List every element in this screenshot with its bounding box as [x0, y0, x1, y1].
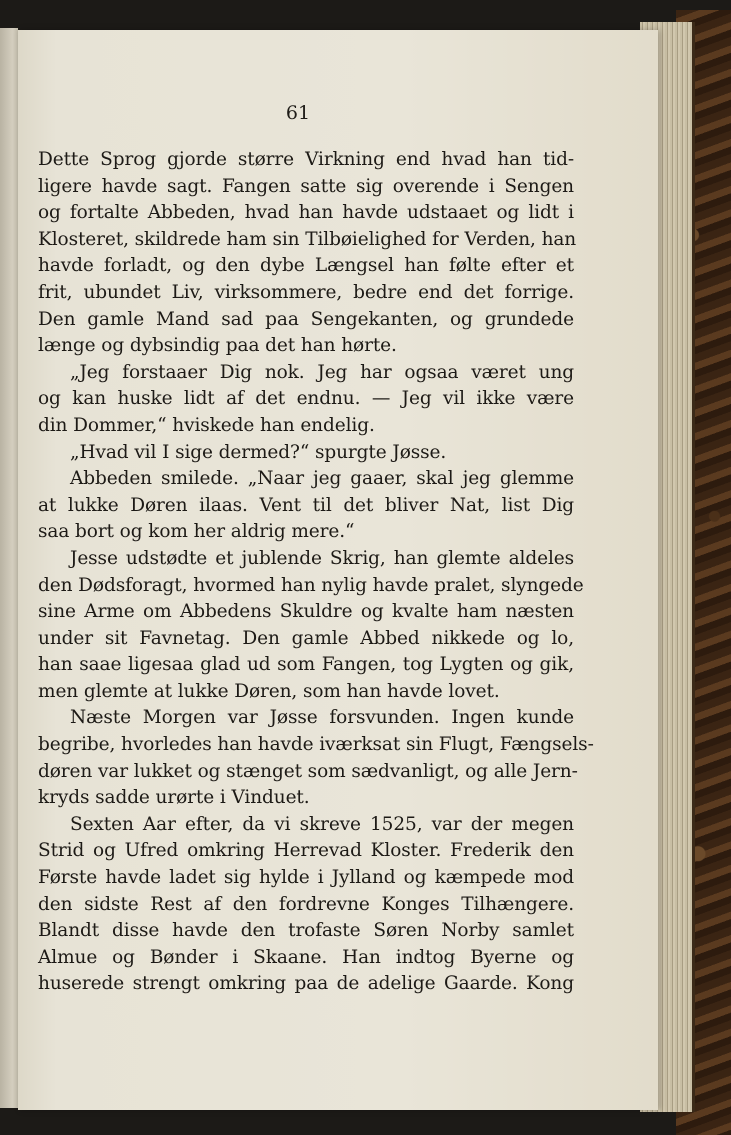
book-page — [18, 30, 658, 1110]
page-number: 61 — [285, 102, 311, 124]
text-line: Næste Morgen var Jøsse forsvunden. Ingen kunde — [70, 707, 574, 729]
text-line: Abbeden smilede. „Naar jeg gaaer, skal jeg glemme — [70, 468, 574, 490]
text-line: at lukke Døren ilaas. Vent til det bliver Nat, list Dig — [38, 494, 574, 516]
text-line: under sit Favnetag. Den gamle Abbed nikkede og lo, — [38, 627, 574, 649]
text-line: døren var lukket og stænget som sædvanligt, og alle Jern- — [38, 760, 578, 782]
text-line: „Hvad vil I sige dermed?“ spurgte Jøsse. — [70, 441, 447, 463]
text-line: længe og dybsindig paa det han hørte. — [38, 335, 397, 357]
text-line: og fortalte Abbeden, hvad han havde udstaaet og lidt i — [38, 202, 574, 224]
text-line: kryds sadde urørte i Vinduet. — [38, 787, 310, 809]
text-line: ligere havde sagt. Fangen satte sig overende i Sengen — [38, 175, 574, 197]
text-line: Almue og Bønder i Skaane. Han indtog Byerne og — [38, 946, 574, 968]
text-line: Blandt disse havde den trofaste Søren Norby samlet — [38, 920, 574, 942]
text-line: sine Arme om Abbedens Skuldre og kvalte ham næsten — [38, 601, 574, 623]
text-line: frit, ubundet Liv, virksommere, bedre end det forrige. — [38, 281, 574, 303]
previous-page-edge — [0, 28, 18, 1108]
body-text — [38, 147, 594, 998]
text-line: havde forladt, og den dybe Længsel han følte efter et — [38, 255, 574, 277]
text-line: Jesse udstødte et jublende Skrig, han glemte aldeles — [70, 547, 574, 569]
text-line: han saae ligesaa glad ud som Fangen, tog Lygten og gik, — [38, 654, 574, 676]
text-line: og kan huske lidt af det endnu. — Jeg vil ikke være — [38, 388, 574, 410]
text-line: huserede strengt omkring paa de adelige Gaarde. Kong — [38, 973, 574, 995]
text-line: Den gamle Mand sad paa Sengekanten, og grundede — [38, 308, 574, 330]
text-line: men glemte at lukke Døren, som han havde lovet. — [38, 680, 500, 702]
text-line: saa bort og kom her aldrig mere.“ — [38, 521, 355, 543]
text-line: Klosteret, skildrede ham sin Tilbøielighed for Verden, han — [38, 228, 577, 250]
text-line: begribe, hvorledes han havde iværksat sin Flugt, Fængsels- — [38, 734, 594, 756]
text-line: den Dødsforagt, hvormed han nylig havde pralet, slyngede — [38, 574, 584, 596]
text-line: Strid og Ufred omkring Herrevad Kloster. Frederik den — [38, 840, 574, 862]
text-line: den sidste Rest af den fordrevne Konges Tilhængere. — [38, 893, 574, 915]
text-line: din Dommer,“ hviskede han endelig. — [38, 414, 375, 436]
text-line: „Jeg forstaaer Dig nok. Jeg har ogsaa været ung — [70, 361, 574, 383]
text-line: Sexten Aar efter, da vi skreve 1525, var der megen — [70, 813, 574, 835]
text-line: Dette Sprog gjorde større Virkning end hvad han tid- — [38, 149, 574, 170]
text-line: Første havde ladet sig hylde i Jylland og kæmpede mod — [38, 867, 574, 889]
